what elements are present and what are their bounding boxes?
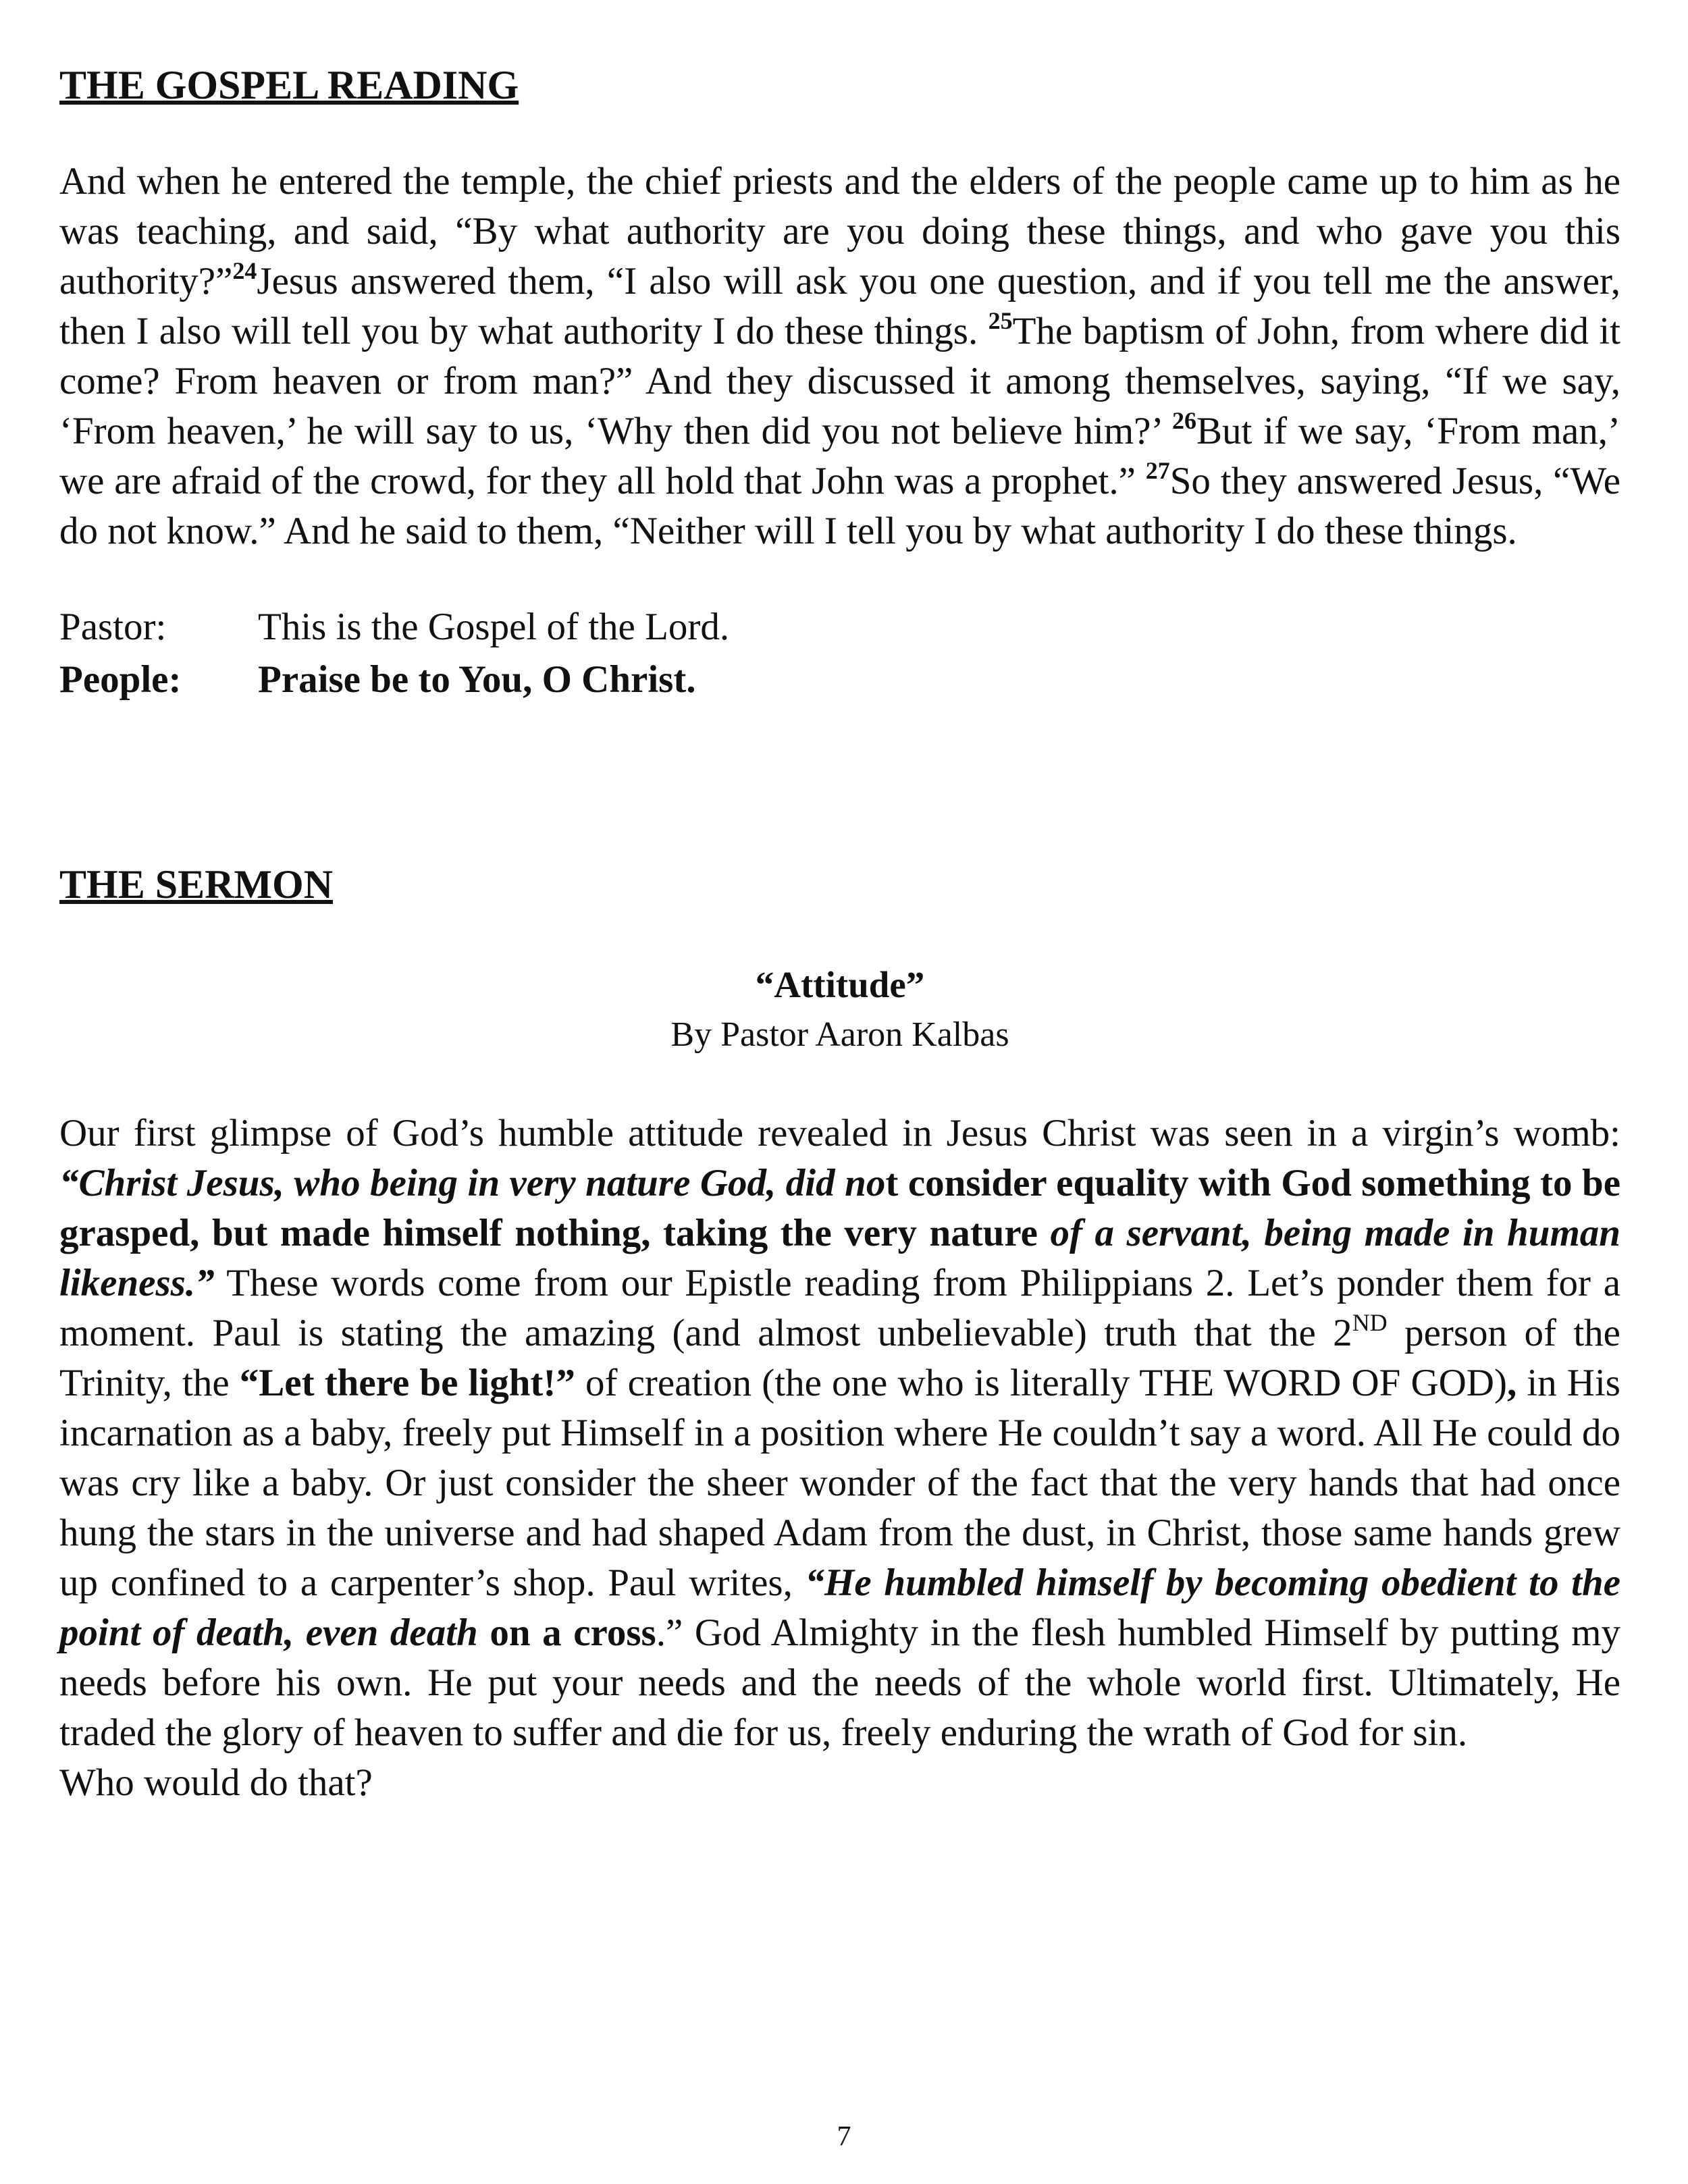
sermon-text-part: These words come from our Epistle reading from Philippians 2. Let’s ponder them for a moment. Paul is stating the amazing (and almost unbelievable) truth that the 2: [59, 1262, 1620, 1354]
verse-number: 24: [232, 257, 257, 284]
quote-close: .”: [656, 1612, 683, 1654]
responsive-reading: [59, 601, 1620, 706]
scripture-quote: t consider equality with God something to be grasped, but made himself nothing, taking the very nature: [59, 1162, 1620, 1254]
pastor-label: Pastor:: [59, 606, 167, 648]
page-number: 7: [837, 2121, 851, 2152]
sermon-text-part: God Almighty in the flesh humbled Himself by putting my needs before his own. He put your needs and the needs of the whole world first. Ultimately, He traded the glory of heaven to suffer and die for us, freely enduring the wrath of God for sin.: [59, 1612, 1620, 1754]
pastor-text: This is the Gospel of the Lord.: [258, 606, 730, 648]
people-text: Praise be to You, O Christ.: [258, 658, 696, 701]
people-line: [59, 654, 1620, 706]
gospel-text-part: But if we say, ‘From man,’ we are afraid of the crowd, for they all hold that John was a prophet.”: [59, 410, 1620, 502]
gospel-text-part: The baptism of John, from where did it come? From heaven or from man?” And they discussed it among themselves, saying, “If we say, ‘From heaven,’ he will say to us, ‘Why then did you not believe him?’: [59, 310, 1620, 452]
verse-number: 25: [988, 307, 1013, 334]
scripture-quote: “He humbled himself by becoming obedient to the point of death, even death: [59, 1562, 1620, 1654]
verse-number: 27: [1145, 457, 1170, 484]
let-there-be-light-quote: “Let there be light!”: [239, 1362, 575, 1404]
sermon-text-part: person of the Trinity, the: [59, 1312, 1620, 1404]
gospel-text-part: So they answered Jesus, “We do not know.” And he said to them, “Neither will I tell you by what authority I do these things.: [59, 460, 1621, 552]
gospel-heading: THE GOSPEL READING: [59, 63, 519, 107]
sermon-comma: ,: [1506, 1362, 1517, 1404]
scripture-quote: of a servant, being made in human likeness.”: [59, 1212, 1620, 1304]
verse-number: 26: [1172, 407, 1197, 434]
sermon-text-part: of creation (the one who is literally THE WORD OF GOD): [575, 1362, 1507, 1404]
gospel-text-part: And when he entered the temple, the chief priests and the elders of the people came up to him as he was teaching, and said, “By what authority are you doing these things, and who gave you this authority?”: [59, 160, 1620, 302]
sermon-author: By Pastor Aaron Kalbas: [670, 1015, 1009, 1054]
page: [59, 61, 1620, 1808]
sermon-question: Who would do that?: [59, 1761, 373, 1804]
ordinal-suffix: ND: [1352, 1309, 1388, 1336]
people-label: People:: [59, 658, 182, 701]
scripture-quote: on a cross: [477, 1612, 656, 1654]
sermon-text-part: Our first glimpse of God’s humble attitude revealed in Jesus Christ was seen in a virgin’s womb:: [59, 1112, 1620, 1154]
sermon-heading: THE SERMON: [59, 862, 334, 907]
sermon-text-part: in His incarnation as a baby, freely put Himself in a position where He couldn’t say a word. All He could do was cry like a baby. Or just consider the sheer wonder of the fact that the very hands that had once hung the stars in the universe and had shaped Adam from the dust, in Christ, those same hands grew up confined to a carpenter’s shop. Paul writes,: [59, 1362, 1620, 1604]
scripture-quote: “Christ Jesus, who being in very nature God, did no: [59, 1162, 886, 1204]
sermon-paragraph: [59, 1109, 1620, 1758]
pastor-line: [59, 601, 1620, 654]
gospel-text-part: Jesus answered them, “I also will ask you one question, and if you tell me the answer, then I also will tell you by what authority I do these things.: [59, 260, 1620, 352]
gospel-text: [59, 157, 1620, 556]
sermon-title: “Attitude”: [755, 964, 925, 1005]
